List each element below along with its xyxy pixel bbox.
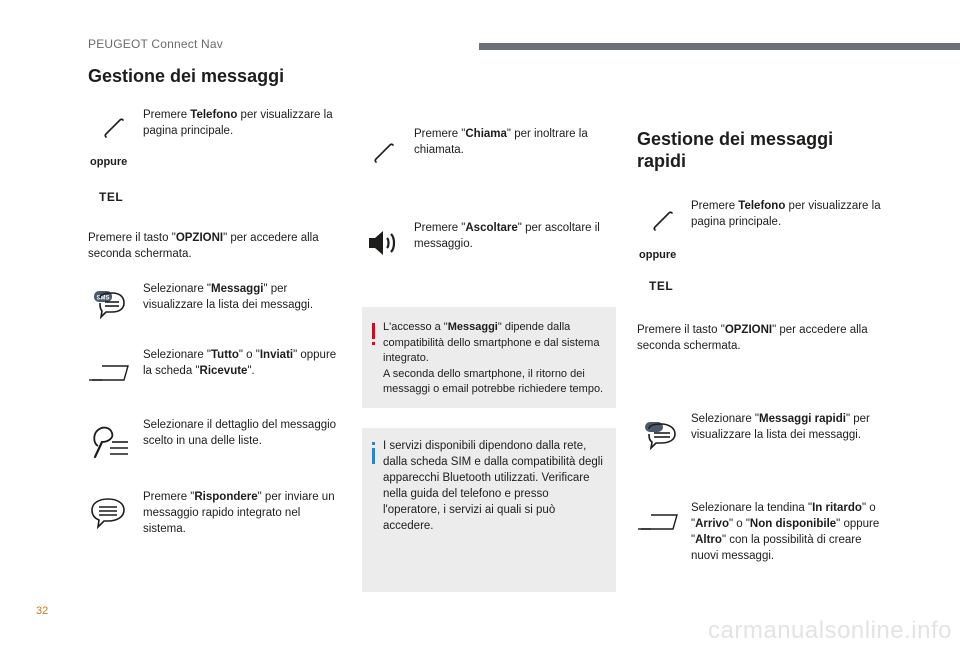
sms-bubble-icon	[92, 288, 128, 322]
left-step6-text: Premere "Rispondere" per inviare un messaggio rapido integrato nel sistema.	[143, 491, 335, 535]
left-step2-text: Premere il tasto "OPZIONI" per accedere alla seconda schermata.	[88, 232, 319, 260]
right-step2-text: Premere il tasto "OPZIONI" per accedere alla seconda schermata.	[637, 324, 868, 352]
info-note-text: I servizi disponibili dipendono dalla rete, dalla scheda SIM e dalla compatibilità degli apparecchi Bluetooth utilizzati. Verificare nella guida del telefono e presso l'operatore, i servizi ai quali si può accedere.	[383, 440, 603, 532]
left-step5-text: Selezionare il dettaglio del messaggio scelto in una delle liste.	[143, 419, 337, 447]
warning-dot	[372, 342, 375, 345]
svg-text:SMS: SMS	[96, 295, 110, 302]
warning-note-text: L'accesso a "Messaggi" dipende dalla compatibilità dello smartphone e dal sistema integrato. A seconda dello smartphone, il ritorno dei messaggi o email potrebbe richiedere tempo.	[383, 321, 604, 395]
warning-mark-icon	[372, 323, 375, 339]
tab-icon	[88, 363, 132, 383]
left-oppure-label: oppure	[90, 156, 128, 168]
info-dot	[372, 442, 375, 445]
right-tel-label: TEL	[649, 279, 674, 293]
header-bar	[479, 43, 960, 50]
page-number: 32	[36, 605, 49, 617]
right-oppure-label: oppure	[639, 249, 677, 261]
tab-icon	[637, 512, 681, 532]
left-section-title: Gestione dei messaggi	[88, 66, 285, 86]
phone-handset-icon	[651, 209, 675, 233]
reply-bubble-icon	[88, 496, 128, 530]
left-tel-label: TEL	[99, 190, 124, 204]
speaker-icon	[367, 228, 401, 258]
left-step4-text: Selezionare "Tutto" o "Inviati" oppure la scheda "Ricevute".	[143, 349, 337, 377]
left-step3-text: Selezionare "Messaggi" per visualizzare la lista dei messaggi.	[143, 283, 314, 311]
phone-handset-icon	[102, 116, 126, 140]
info-mark-icon	[372, 448, 375, 464]
header-title: PEUGEOT Connect Nav	[88, 37, 223, 51]
phone-handset-icon	[372, 141, 396, 165]
message-list-bubble-icon	[641, 419, 681, 453]
watermark-link[interactable]: carmanualsonline.info	[708, 617, 952, 644]
middle-step1-text: Premere "Chiama" per inoltrare la chiamata.	[414, 128, 588, 156]
right-step3-text: Selezionare "Messaggi rapidi" per visualizzare la lista dei messaggi.	[691, 413, 870, 441]
right-step4-text: Selezionare la tendina "In ritardo" o "Arrivo" o "Non disponibile" oppure "Altro" con la possibilità di creare nuovi messaggi.	[691, 502, 880, 562]
right-section-title: Gestione dei messaggi rapidi	[637, 129, 834, 171]
middle-step2-text: Premere "Ascoltare" per ascoltare il messaggio.	[414, 222, 600, 250]
left-step1-text: Premere Telefono per visualizzare la pagina principale.	[143, 109, 333, 137]
right-step1-text: Premere Telefono per visualizzare la pagina principale.	[691, 200, 881, 228]
message-detail-icon	[90, 424, 130, 460]
